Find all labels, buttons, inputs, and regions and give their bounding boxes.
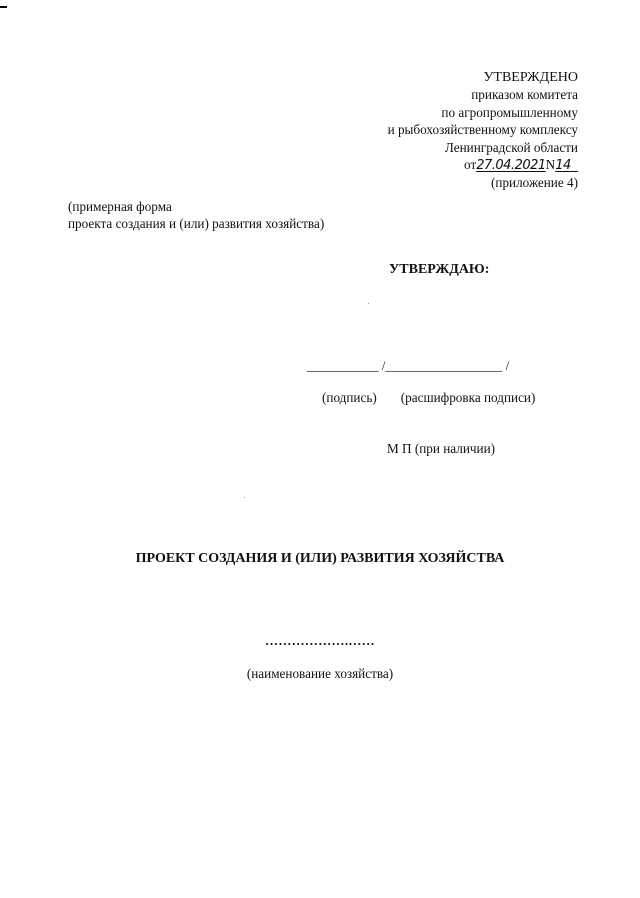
approval-from-prefix: от — [464, 157, 477, 173]
approval-line-4: Ленинградской области — [444, 139, 578, 155]
handwritten-date: 27.04.2021 — [476, 158, 546, 174]
scan-speck — [368, 303, 369, 304]
sample-form-note — [68, 199, 324, 232]
approval-block — [388, 69, 578, 192]
handwritten-number-underline — [571, 158, 578, 173]
approval-line-3: и рыбохозяйственному комплексу — [387, 122, 578, 138]
farm-name-placeholder: ……………….…… — [265, 633, 375, 648]
signature-caption: (подпись) — [322, 390, 377, 405]
farm-name-caption: (наименование хозяйства) — [246, 666, 394, 681]
stamp-note: М П (при наличии) — [387, 441, 496, 456]
approval-date-line — [388, 156, 578, 174]
approve-heading: УТВЕРЖДАЮ: — [389, 262, 490, 277]
document-title: ПРОЕКТ СОЗДАНИЯ И (ИЛИ) РАЗВИТИЯ ХОЗЯЙСТВА — [135, 551, 505, 566]
handwritten-number: 14 — [555, 158, 571, 174]
corner-mark — [0, 6, 7, 8]
approval-number-sign: N — [545, 157, 556, 173]
approval-line-1: приказом комитета — [471, 87, 578, 103]
approval-appendix: (приложение 4) — [491, 175, 578, 191]
sample-form-note-line-1: (примерная форма — [68, 199, 172, 214]
signature-decoding-caption: (расшифровка подписи) — [400, 390, 536, 405]
approval-heading: УТВЕРЖДЕНО — [483, 70, 578, 85]
signature-line: ___________ /__________________ / — [307, 358, 510, 373]
signature-captions — [322, 390, 535, 406]
scan-speck — [244, 497, 245, 498]
sample-form-note-line-2: проекта создания и (или) развития хозяйства) — [68, 215, 325, 231]
approval-line-2: по агропромышленному — [441, 104, 578, 120]
